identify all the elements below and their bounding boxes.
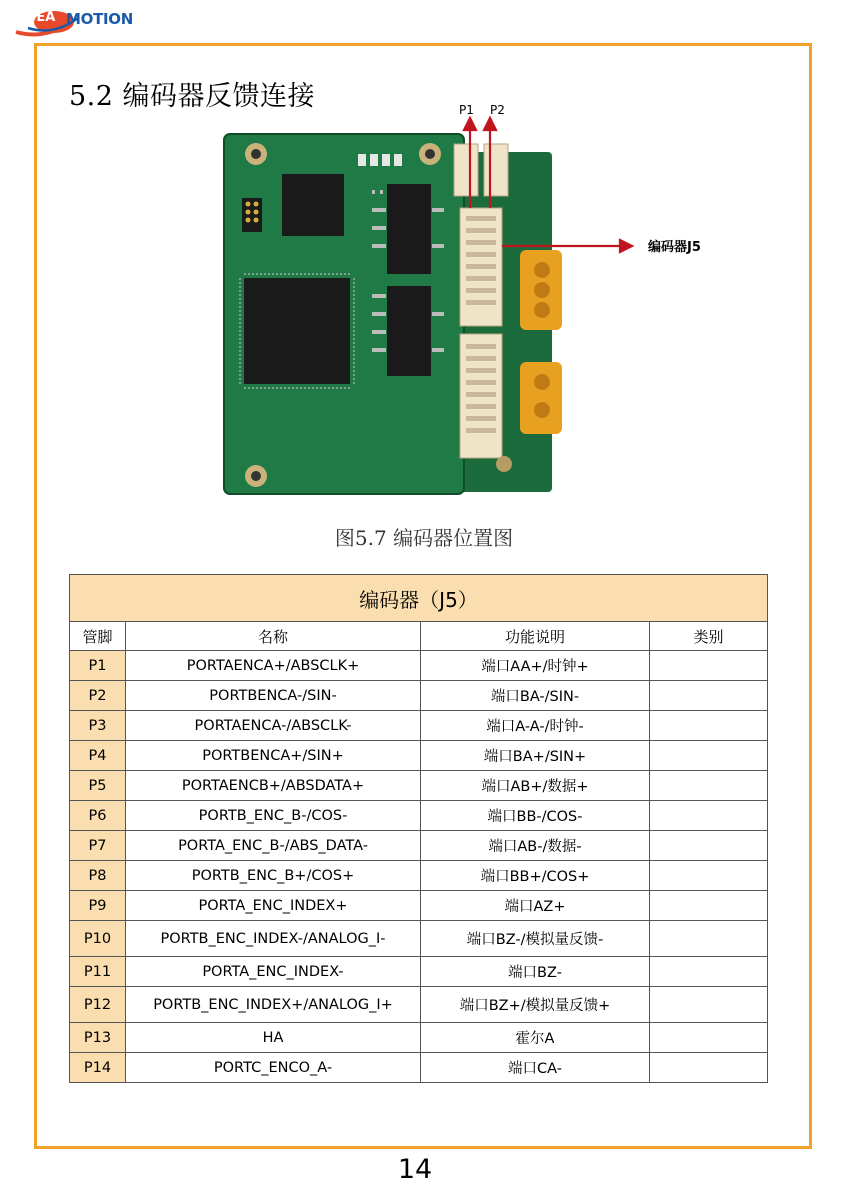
header-name: 名称: [126, 622, 421, 651]
pin-cell: P8: [70, 861, 126, 891]
header-pin: 管脚: [70, 622, 126, 651]
encoder-pin-table: [69, 574, 768, 1083]
logo-sea-text: SEA: [27, 10, 56, 25]
p1-label: P1: [459, 103, 474, 117]
pin-cell: P12: [70, 987, 126, 1023]
type-cell: [650, 921, 768, 957]
type-cell: [650, 1053, 768, 1083]
function-cell: 端口BA-/SIN-: [421, 681, 650, 711]
table-row: [70, 711, 768, 741]
function-cell: 端口AB+/数据+: [421, 771, 650, 801]
name-cell: PORTA_ENC_INDEX-: [126, 957, 421, 987]
pin-cell: P3: [70, 711, 126, 741]
type-cell: [650, 1023, 768, 1053]
name-cell: PORTB_ENC_B-/COS-: [126, 801, 421, 831]
table-row: [70, 801, 768, 831]
pin-cell: P13: [70, 1023, 126, 1053]
pin-cell: P4: [70, 741, 126, 771]
name-cell: PORTAENCB+/ABSDATA+: [126, 771, 421, 801]
pin-cell: P1: [70, 651, 126, 681]
pin-cell: P2: [70, 681, 126, 711]
name-cell: PORTA_ENC_INDEX+: [126, 891, 421, 921]
function-cell: 端口AZ+: [421, 891, 650, 921]
name-cell: PORTBENCA+/SIN+: [126, 741, 421, 771]
table-row: [70, 831, 768, 861]
connector-j5-label: 编码器J5: [648, 240, 701, 255]
table-row: [70, 1023, 768, 1053]
function-cell: 霍尔A: [421, 1023, 650, 1053]
type-cell: [650, 711, 768, 741]
function-cell: 端口A-A-/时钟-: [421, 711, 650, 741]
pin-cell: P9: [70, 891, 126, 921]
type-cell: [650, 957, 768, 987]
header-function: 功能说明: [421, 622, 650, 651]
table-row: [70, 681, 768, 711]
name-cell: PORTC_ENCO_A-: [126, 1053, 421, 1083]
table-row: [70, 891, 768, 921]
pin-cell: P11: [70, 957, 126, 987]
pin-cell: P7: [70, 831, 126, 861]
type-cell: [650, 741, 768, 771]
pin-cell: P5: [70, 771, 126, 801]
type-cell: [650, 771, 768, 801]
table-row: [70, 987, 768, 1023]
function-cell: 端口BZ+/模拟量反馈+: [421, 987, 650, 1023]
pin-cell: P10: [70, 921, 126, 957]
page-number: 14: [397, 1154, 433, 1185]
table-row: [70, 771, 768, 801]
header-type: 类别: [650, 622, 768, 651]
function-cell: 端口AA+/时钟+: [421, 651, 650, 681]
name-cell: PORTBENCA-/SIN-: [126, 681, 421, 711]
name-cell: HA: [126, 1023, 421, 1053]
function-cell: 端口CA-: [421, 1053, 650, 1083]
table-row: [70, 957, 768, 987]
table-row: [70, 921, 768, 957]
name-cell: PORTB_ENC_B+/COS+: [126, 861, 421, 891]
table-row: [70, 651, 768, 681]
function-cell: 端口AB-/数据-: [421, 831, 650, 861]
function-cell: 端口BB-/COS-: [421, 801, 650, 831]
table-row: [70, 741, 768, 771]
function-cell: 端口BB+/COS+: [421, 861, 650, 891]
type-cell: [650, 861, 768, 891]
pin-cell: P14: [70, 1053, 126, 1083]
type-cell: [650, 801, 768, 831]
name-cell: PORTA_ENC_B-/ABS_DATA-: [126, 831, 421, 861]
type-cell: [650, 651, 768, 681]
pin-cell: P6: [70, 801, 126, 831]
function-cell: 端口BA+/SIN+: [421, 741, 650, 771]
encoder-board-figure: [222, 100, 722, 505]
name-cell: PORTAENCA+/ABSCLK+: [126, 651, 421, 681]
table-title: 编码器（J5）: [70, 575, 768, 622]
name-cell: PORTB_ENC_INDEX-/ANALOG_I-: [126, 921, 421, 957]
logo-motion-text: MOTION: [66, 10, 133, 28]
function-cell: 端口BZ-/模拟量反馈-: [421, 921, 650, 957]
type-cell: [650, 891, 768, 921]
figure-caption: 图5.7 编码器位置图: [334, 526, 514, 550]
section-title: 5.2 编码器反馈连接: [69, 81, 316, 112]
type-cell: [650, 987, 768, 1023]
table-row: [70, 861, 768, 891]
type-cell: [650, 681, 768, 711]
name-cell: PORTAENCA-/ABSCLK-: [126, 711, 421, 741]
name-cell: PORTB_ENC_INDEX+/ANALOG_I+: [126, 987, 421, 1023]
p2-label: P2: [490, 103, 505, 117]
type-cell: [650, 831, 768, 861]
table-row: [70, 1053, 768, 1083]
function-cell: 端口BZ-: [421, 957, 650, 987]
